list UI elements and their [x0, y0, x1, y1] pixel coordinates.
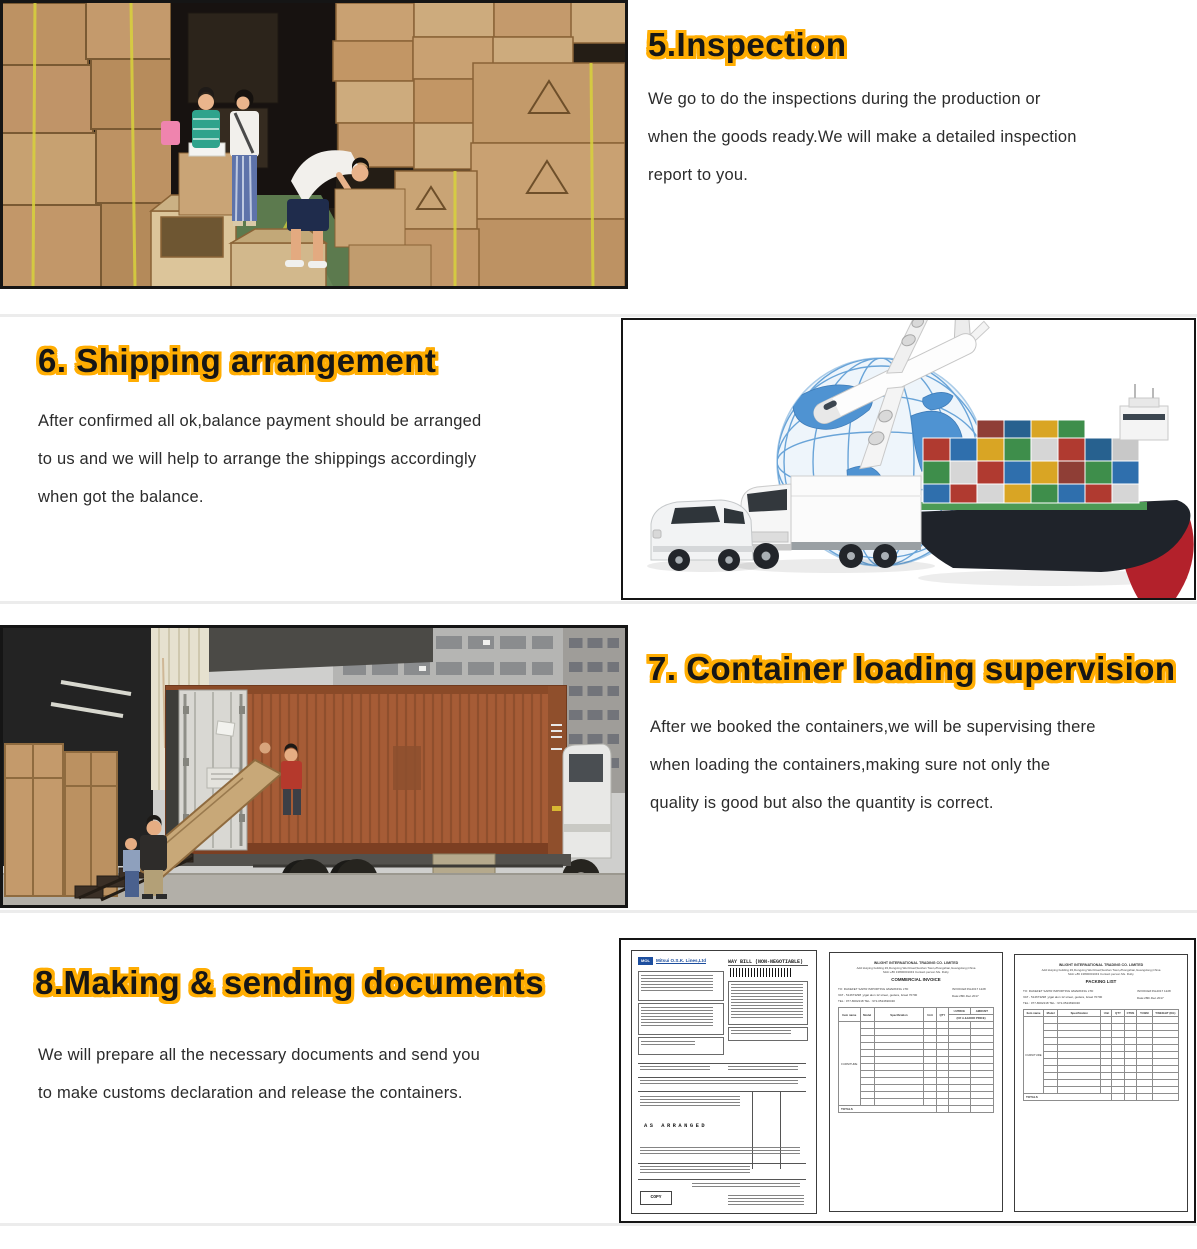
section-heading-inspection: 5.Inspection: [648, 26, 847, 63]
packing-total-label: TOTALS: [1024, 1094, 1112, 1101]
mol-logo: MOL: [638, 957, 653, 965]
packing-title: PACKING LIST: [1085, 979, 1117, 984]
shipping-documents-image: [619, 938, 1196, 1223]
invoice-to-line: TO: RAKEFET SAPIR IMPORTING &MARKING LTD: [838, 987, 909, 991]
invoice-title: COMMERCIAL INVOICE: [891, 977, 941, 982]
body-line: when got the balance.: [38, 488, 204, 506]
section-divider: [0, 601, 1197, 604]
section-divider: [0, 910, 1197, 913]
packing-date: Date:28th.Dec.2017: [1137, 996, 1164, 1000]
carton-stack-left: [3, 3, 173, 286]
waybill-title: WAY BILL (NON-NEGOTIABLE): [728, 959, 804, 965]
body-line: After confirmed all ok,balance payment should be arranged: [38, 412, 482, 430]
section-divider: [0, 1223, 1197, 1226]
commercial-invoice-document: [829, 952, 1003, 1212]
invoice-table: Item name Model Specification Unit QTY U.PRICE AMOUNT (OF A &GOOD PRICE) FURNITURE TOTALS: [838, 1007, 994, 1113]
invoice-contact: Mob:+86 13800001043 Contact person Ms. Ruby: [883, 970, 949, 974]
body-line: to make customs declaration and release the containers.: [38, 1084, 463, 1102]
body-line: After we booked the containers,we will be supervising there: [650, 718, 1096, 736]
carrier-name: Mitsui O.S.K. Lines,Ltd: [656, 958, 707, 963]
packing-category: FURNITURE: [1024, 1017, 1044, 1094]
waybill-document: [631, 950, 817, 1214]
packing-list-document: [1014, 954, 1188, 1212]
packing-tel-line: TEL : 077-8002218 TEL : 972-0524690430: [1023, 1001, 1080, 1005]
pink-bag: [161, 121, 180, 145]
invoice-tel-line: TEL : 077-8002218 TEL : 972-0524690430: [838, 999, 895, 1003]
section-heading-container-loading: 7. Container loading supervision: [648, 650, 1176, 687]
packing-vat-line: VAT - 514673298 ,ylgat alon 12 street, gedera, Israel 70700: [1023, 995, 1103, 999]
worker-head-inside: [260, 743, 271, 754]
packing-table: Item name Model Specification Unit QTY CTNS T.CBM T.WEIGHT (KG) FURNITURE TOTALS: [1023, 1009, 1179, 1101]
shipping-container: [166, 686, 566, 854]
packing-contact: Mob:+86 13800001043 Contact person Ms. Ruby: [1068, 972, 1134, 976]
body-line: when loading the containers,making sure not only the: [650, 756, 1051, 774]
body-line: when the goods ready.We will make a detailed inspection: [648, 128, 1077, 146]
container-loading-illustration: [3, 628, 625, 905]
section-heading-documents: 8.Making & sending documents: [35, 964, 545, 1001]
packing-invoice-number: INVOICE#:INL2017 1228: [1137, 989, 1171, 993]
invoice-category: FURNITURE: [839, 1022, 861, 1106]
section-body-container-loading: [650, 708, 1096, 822]
packing-address: Add:Huiying building #2,Dongxing Wei Road,Sushan Town,Zhongshan,Guangdong,China: [1041, 968, 1161, 972]
invoice-total-label: TOTALS: [839, 1106, 937, 1113]
tall-cartons: [5, 744, 117, 896]
section-body-documents: [38, 1036, 480, 1112]
barcode: [730, 968, 792, 977]
invoice-company: INLIGHT INTERNATIONAL TRADING CO. LIMITED: [873, 961, 959, 965]
section-heading-shipping: 6. Shipping arrangement: [38, 342, 437, 379]
packing-company: INLIGHT INTERNATIONAL TRADING CO. LIMITED: [1058, 963, 1144, 967]
global-logistics-illustration: [623, 320, 1194, 598]
warehouse-inspection-photo: [0, 0, 628, 289]
body-line: We go to do the inspections during the production or: [648, 90, 1041, 108]
copy-label: COPY: [640, 1191, 672, 1205]
invoice-address: Add:Huiying building #2,Dongxing Wei Road,Sushan Town,Zhongshan,Guangdong,China: [856, 966, 976, 970]
body-line: to us and we will help to arrange the shippings accordingly: [38, 450, 477, 468]
container-loading-photo: [0, 625, 628, 908]
body-line: quality is good but also the quantity is correct.: [650, 794, 994, 812]
packing-to-line: TO: RAKEFET SAPIR IMPORTING &MARKING LTD: [1023, 989, 1094, 993]
body-line: We will prepare all the necessary documents and send you: [38, 1046, 480, 1064]
section-body-inspection: [648, 80, 1077, 194]
global-logistics-image: [621, 318, 1196, 600]
body-line: report to you.: [648, 166, 749, 184]
section-divider: [0, 314, 1197, 317]
invoice-vat-line: VAT - 514673298 ,ylgat alon 12 street, gedera, Israel 70700: [838, 993, 918, 997]
as-arranged-stamp: AS ARRANGED: [644, 1123, 708, 1129]
invoice-number: INVOICE#:INL2017 1228: [952, 987, 986, 991]
invoice-date: Date:28th.Dec.2017: [952, 994, 979, 998]
section-body-shipping: [38, 402, 481, 516]
warehouse-inspection-illustration: [3, 3, 625, 286]
